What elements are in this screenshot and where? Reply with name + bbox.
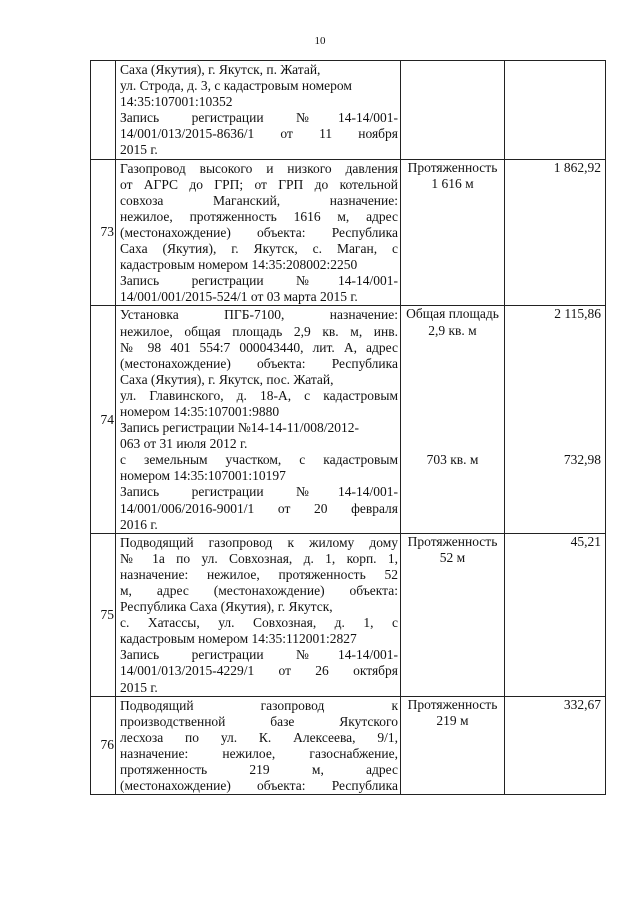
- description-line: 14:35:107001:10352: [120, 94, 233, 110]
- description-line: Запись регистрации №14-14-11/008/2012-: [120, 420, 360, 436]
- description-line: кадастровым номером 14:35:208002:2250: [120, 257, 358, 273]
- object-parameter: [401, 696, 505, 795]
- object-description: [116, 696, 401, 795]
- description-line: 2015 г.: [120, 142, 158, 158]
- object-parameter: [401, 306, 505, 533]
- description-line: (местонахождение) объекта: Республика: [120, 778, 398, 794]
- property-registry-table: [90, 60, 606, 795]
- description-line: Республика Саха (Якутия), г. Якутск,: [120, 599, 333, 615]
- description-line: м, адрес (местонахождение) объекта:: [120, 583, 398, 598]
- description-line: 14/001/013/2015-8636/1 от 11 ноября: [120, 126, 398, 142]
- parameter-line: Протяженность: [407, 159, 498, 175]
- description-line: Подводящий газопровод к жилому дому: [120, 534, 398, 550]
- object-value: [505, 159, 606, 306]
- description-line: Подводящий газопровод к: [120, 697, 398, 713]
- table-row: [91, 696, 606, 795]
- object-parameter: [401, 61, 505, 160]
- parameter-line: 1 616 м: [431, 175, 474, 191]
- row-number: 75: [91, 533, 116, 696]
- description-line: номером 14:35:107001:9880: [120, 403, 280, 419]
- object-description: [116, 61, 401, 160]
- object-parameter: [401, 533, 505, 696]
- description-line: 063 от 31 июля 2012 г.: [120, 436, 248, 452]
- description-line: № 98 401 554:7 000043440, лит. А, адрес: [120, 339, 398, 355]
- description-line: производственной базе Якутского: [120, 713, 398, 729]
- description-line: (местонахождение) объекта: Республика: [120, 355, 398, 371]
- row-number: 74: [91, 306, 116, 533]
- value-line: 45,21: [570, 533, 601, 549]
- description-line: нежилое, протяженность 1616 м, адрес: [120, 208, 398, 224]
- object-value: [505, 306, 606, 533]
- description-line: назначение: нежилое, протяженность 52: [120, 566, 398, 582]
- row-number: 76: [91, 696, 116, 795]
- description-line: 14/001/001/2015-524/1 от 03 марта 2015 г.: [120, 289, 358, 305]
- description-line: номером 14:35:107001:10197: [120, 468, 286, 484]
- description-line: нежилое, общая площадь 2,9 кв. м, инв.: [120, 323, 398, 339]
- object-parameter: [401, 159, 505, 306]
- description-line: Саха (Якутия), г. Якутск, пос. Жатай,: [120, 371, 334, 387]
- object-description: [116, 533, 401, 696]
- description-line: протяженность 219 м, адрес: [120, 762, 398, 778]
- table-row: [91, 61, 606, 160]
- description-line: кадастровым номером 14:35:112001:2827: [120, 631, 357, 647]
- value-line: 732,98: [563, 451, 601, 467]
- description-line: от АГРС до ГРП; от ГРП до котельной: [120, 176, 398, 192]
- value-line: 2 115,86: [554, 306, 601, 322]
- page-number: 10: [314, 35, 326, 47]
- description-line: с. Хатассы, ул. Совхозная, д. 1, с: [120, 615, 398, 631]
- object-value: [505, 61, 606, 160]
- parameter-line: Протяженность: [407, 533, 498, 549]
- description-line: (местонахождение) объекта: Республика: [120, 224, 398, 240]
- description-line: 14/001/006/2016-9001/1 от 20 февраля: [120, 500, 398, 516]
- description-line: назначение: нежилое, газоснабжение,: [120, 745, 398, 761]
- description-line: лесхоза по ул. К. Алексеева, 9/1,: [120, 729, 398, 745]
- description-line: Запись регистрации №14-14/001-: [120, 647, 398, 663]
- value-line: 332,67: [563, 696, 601, 712]
- description-line: совхоза Маганский, назначение:: [120, 192, 398, 208]
- description-line: с земельным участком, с кадастровым: [120, 452, 398, 468]
- description-line: Запись регистрации №14-14/001-: [120, 273, 398, 289]
- description-line: ул. Главинского, д. 18-А, с кадастровым: [120, 387, 398, 403]
- object-value: [505, 696, 606, 795]
- description-line: Запись регистрации №14-14/001-: [120, 484, 398, 500]
- table-row: [91, 159, 606, 306]
- table-row: [91, 533, 606, 696]
- table-row: [91, 306, 606, 533]
- parameter-line: 219 м: [436, 712, 469, 728]
- description-line: № 1а по ул. Совхозная, д. 1, корп. 1,: [120, 550, 398, 566]
- parameter-line: 703 кв. м: [426, 451, 479, 467]
- description-line: Запись регистрации №14-14/001-: [120, 110, 398, 126]
- description-line: Саха (Якутия), г. Якутск, с. Маган, с: [120, 241, 398, 257]
- value-line: 1 862,92: [553, 159, 601, 175]
- description-line: ул. Строда, д. 3, с кадастровым номером: [120, 78, 352, 94]
- parameter-line: 52 м: [439, 549, 466, 565]
- description-line: Установка ПГБ-7100, назначение:: [120, 307, 398, 323]
- object-description: [116, 306, 401, 533]
- object-value: [505, 533, 606, 696]
- description-line: 2015 г.: [120, 679, 158, 695]
- row-number: 73: [91, 159, 116, 306]
- description-line: Газопровод высокого и низкого давления: [120, 160, 398, 176]
- parameter-line: Протяженность: [407, 696, 498, 712]
- description-line: 2016 г.: [120, 516, 158, 532]
- parameter-line: Общая площадь: [406, 306, 499, 322]
- object-description: [116, 159, 401, 306]
- row-number: [91, 61, 116, 160]
- description-line: 14/001/013/2015-4229/1 от 26 октября: [120, 663, 398, 679]
- parameter-line: 2,9 кв. м: [428, 322, 477, 338]
- description-line: Саха (Якутия), г. Якутск, п. Жатай,: [120, 62, 321, 77]
